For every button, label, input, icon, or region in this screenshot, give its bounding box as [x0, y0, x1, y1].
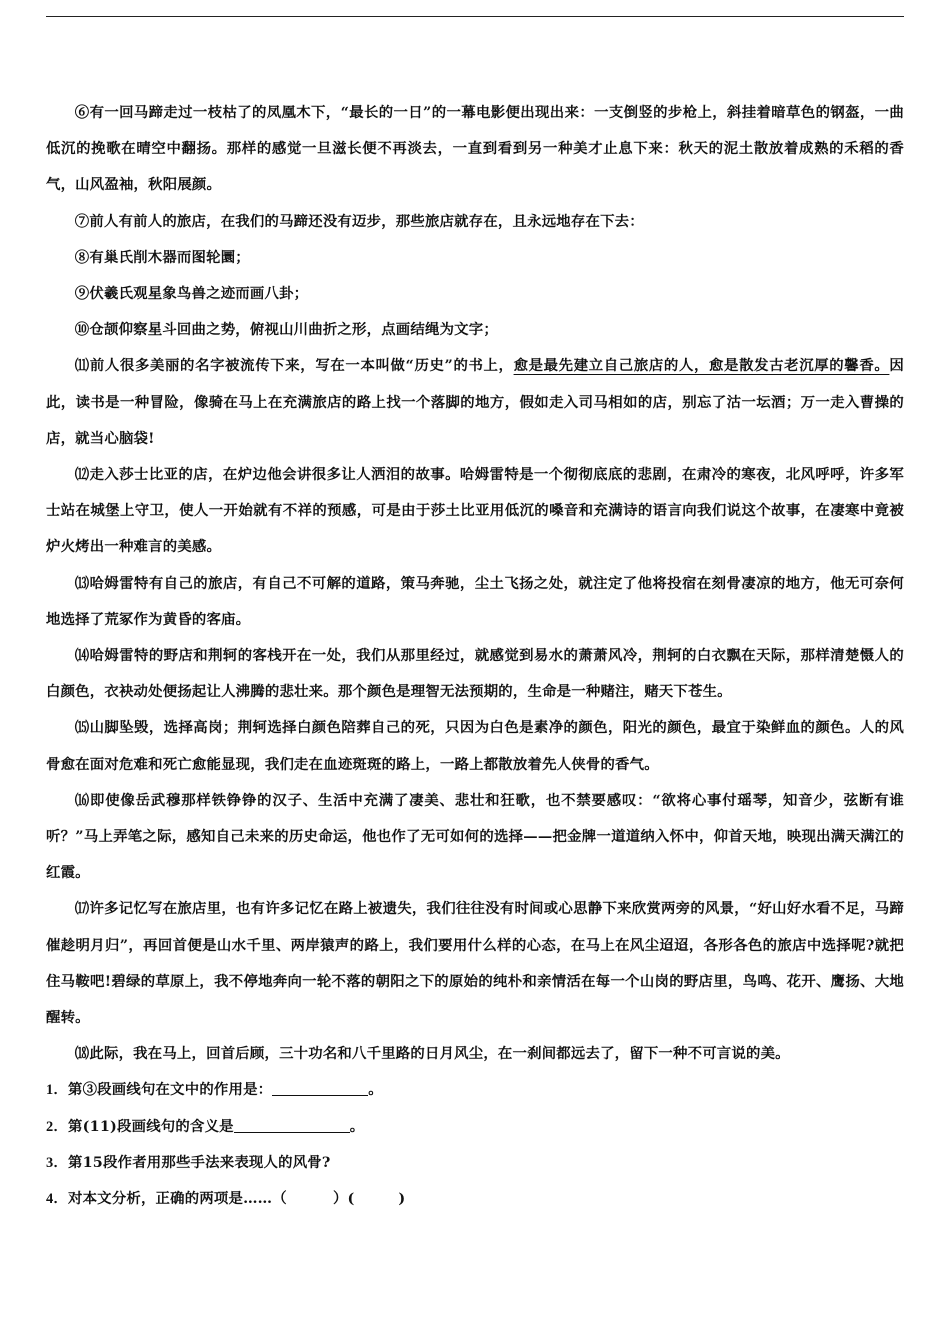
paragraph — [46, 891, 904, 1036]
paragraph — [46, 95, 904, 204]
paragraph-text: 伏羲氏观星象鸟兽之迹而画八卦； — [89, 285, 309, 303]
paragraph — [46, 204, 904, 240]
paragraph — [46, 783, 904, 892]
question-tail: 。 — [368, 1081, 383, 1099]
paragraph-text: 许多记忆写在旅店里，也有许多记忆在路上被遗失，我们往往没有时间或心思静下来欣赏两旁的风景，“好山好水看不足，马蹄催趁明月归”，再回首便是山水千里、两岸猿声的路上，我们要用什么样的心态，在马上在风尘迢迢，各形各色的旅店中选择呢?就把住马鞍吧!碧绿的草原上，我不停地奔向一轮不落的朝阳之下的原始的纯朴和亲情活在每一个山岗的野店里，鸟鸣、花开、鹰扬、大地醒转。 — [46, 900, 904, 1027]
paragraph-number: ⒀ — [74, 574, 90, 592]
paragraph — [46, 710, 904, 782]
paragraph — [46, 457, 904, 566]
paragraph — [46, 240, 904, 276]
paragraph — [46, 348, 904, 457]
question-number: 4． — [46, 1191, 68, 1208]
question-item — [46, 1145, 904, 1181]
question-number: 2． — [46, 1118, 68, 1135]
question-text: 第③段画线句在文中的作用是： — [68, 1081, 273, 1099]
question-item — [46, 1072, 904, 1108]
paragraph-number: ⑧ — [74, 248, 90, 266]
underlined-sentence: 愈是最先建立自己旅店的人，愈是散发古老沉厚的馨香。 — [513, 357, 890, 375]
paragraph-number: ⑦ — [74, 212, 90, 230]
paragraph-text: 有一回马蹄走过一枝枯了的凤凰木下，“最长的一日”的一幕电影便出现出来：一支倒竖的步枪上，斜挂着暗草色的钢盔，一曲低沉的挽歌在晴空中翻扬。那样的感觉一旦滋长便不再淡去，一直到看到另一种美才止息下来：秋天的泥土散放着成熟的禾稻的香气，山风盈袖，秋阳展颜。 — [46, 104, 904, 194]
paragraph — [46, 276, 904, 312]
question-tail: 。 — [349, 1117, 365, 1135]
paragraph-text: 即使像岳武穆那样铁铮铮的汉子、生活中充满了凄美、悲壮和狂歌，也不禁要感叹：“欲将心事付瑶琴，知音少，弦断有谁听？”马上弄笔之际，感知自己未来的历史命运，他也作了无可如何的选择——把金牌一道道纳入怀中，仰首天地，映现出满天满江的红霞。 — [46, 791, 904, 882]
paragraph-number: ⒄ — [74, 900, 90, 918]
paragraph-number: ⑾ — [74, 357, 90, 375]
header-rule — [46, 16, 904, 17]
document-body — [46, 95, 904, 1217]
paragraph-text: 前人很多美丽的名字被流传下来，写在一本叫做“历史”的书上， — [89, 357, 514, 375]
question-text: 第(11)段画线句的含义是 — [68, 1117, 234, 1135]
paragraph-text: 山脚坠毁，选择高岗；荆轲选择白颜色陪葬自己的死，只因为白色是素净的颜色，阳光的颜色，最宜于染鲜血的颜色。人的风骨愈在面对危难和死亡愈能显现，我们走在血迹斑斑的路上，一路上都散放着先人侠骨的香气。 — [46, 719, 904, 773]
question-number: 1． — [46, 1082, 68, 1099]
question-item — [46, 1109, 904, 1145]
question-text: 第15段作者用那些手法来表现人的风骨? — [68, 1153, 331, 1171]
paragraph-number: ⒁ — [74, 647, 90, 665]
answer-blank[interactable] — [234, 1117, 350, 1132]
paragraph-text: 走入莎士比亚的店，在炉边他会讲很多让人洒泪的故事。哈姆雷特是一个彻彻底底的悲剧，在肃冷的寒夜，北风呼呼，许多军士站在城堡上守卫，使人一开始就有不祥的预感，可是由于莎土比亚用低沉的嗓音和充满诗的语言向我们说这个故事，在凄寒中竟被炉火烤出一种难言的美感。 — [46, 466, 904, 556]
paragraph — [46, 1036, 904, 1072]
paragraph-text: 此际，我在马上，回首后顾，三十功名和八千里路的日月风尘，在一刹间都远去了，留下一种不可言说的美。 — [89, 1045, 790, 1063]
passage — [46, 95, 904, 1072]
question-text: 对本文分析，正确的两项是……（ — [68, 1190, 287, 1208]
paragraph-text: 哈姆雷特有自己的旅店，有自己不可解的道路，策马奔驰，尘土飞扬之处，就注定了他将投宿在刻骨凄凉的地方，他无可奈何地选择了荒冢作为黄昏的客庙。 — [46, 574, 904, 628]
paragraph-text: 有巢氏削木器而图轮圜； — [89, 248, 250, 266]
paragraph-text: 仓颉仰察星斗回曲之势，俯视山川曲折之形，点画结绳为文字； — [89, 321, 498, 339]
paragraph-number: ⒅ — [74, 1045, 90, 1063]
paragraph-number: ⑿ — [74, 466, 90, 484]
question-list — [46, 1072, 904, 1217]
paragraph-text: 前人有前人的旅店，在我们的马蹄还没有迈步，那些旅店就存在，且永远地存在下去： — [89, 212, 644, 230]
paragraph — [46, 312, 904, 348]
paragraph-number: ⑥ — [74, 104, 90, 121]
paragraph-number: ⒂ — [74, 719, 90, 737]
answer-blank[interactable] — [272, 1081, 368, 1096]
paragraph-number: ⑩ — [74, 321, 90, 339]
paragraph-text: 哈姆雷特的野店和荆轲的客栈开在一处，我们从那里经过，就感觉到易水的萧萧风冷，荆轲的白衣飘在天际，那样清楚慑人的白颜色，衣袂动处便扬起让人沸腾的悲壮来。那个颜色是理智无法预期的，生命是一种赌注，赌天下苍生。 — [46, 647, 904, 701]
paragraph-text: 因此，读书是一种冒险，像骑在马上在充满旅店的路上找一个落脚的地方，假如走入司马相如的店，别忘了沽一坛酒；万一走入曹操的店，就当心脑袋! — [46, 357, 904, 447]
paragraph-number: ⑨ — [74, 285, 90, 303]
paragraph — [46, 566, 904, 638]
paragraph-number: ⒃ — [74, 791, 90, 809]
question-tail: ）( ) — [332, 1190, 406, 1208]
paragraph — [46, 638, 904, 710]
question-number: 3． — [46, 1154, 68, 1171]
question-item — [46, 1181, 904, 1217]
